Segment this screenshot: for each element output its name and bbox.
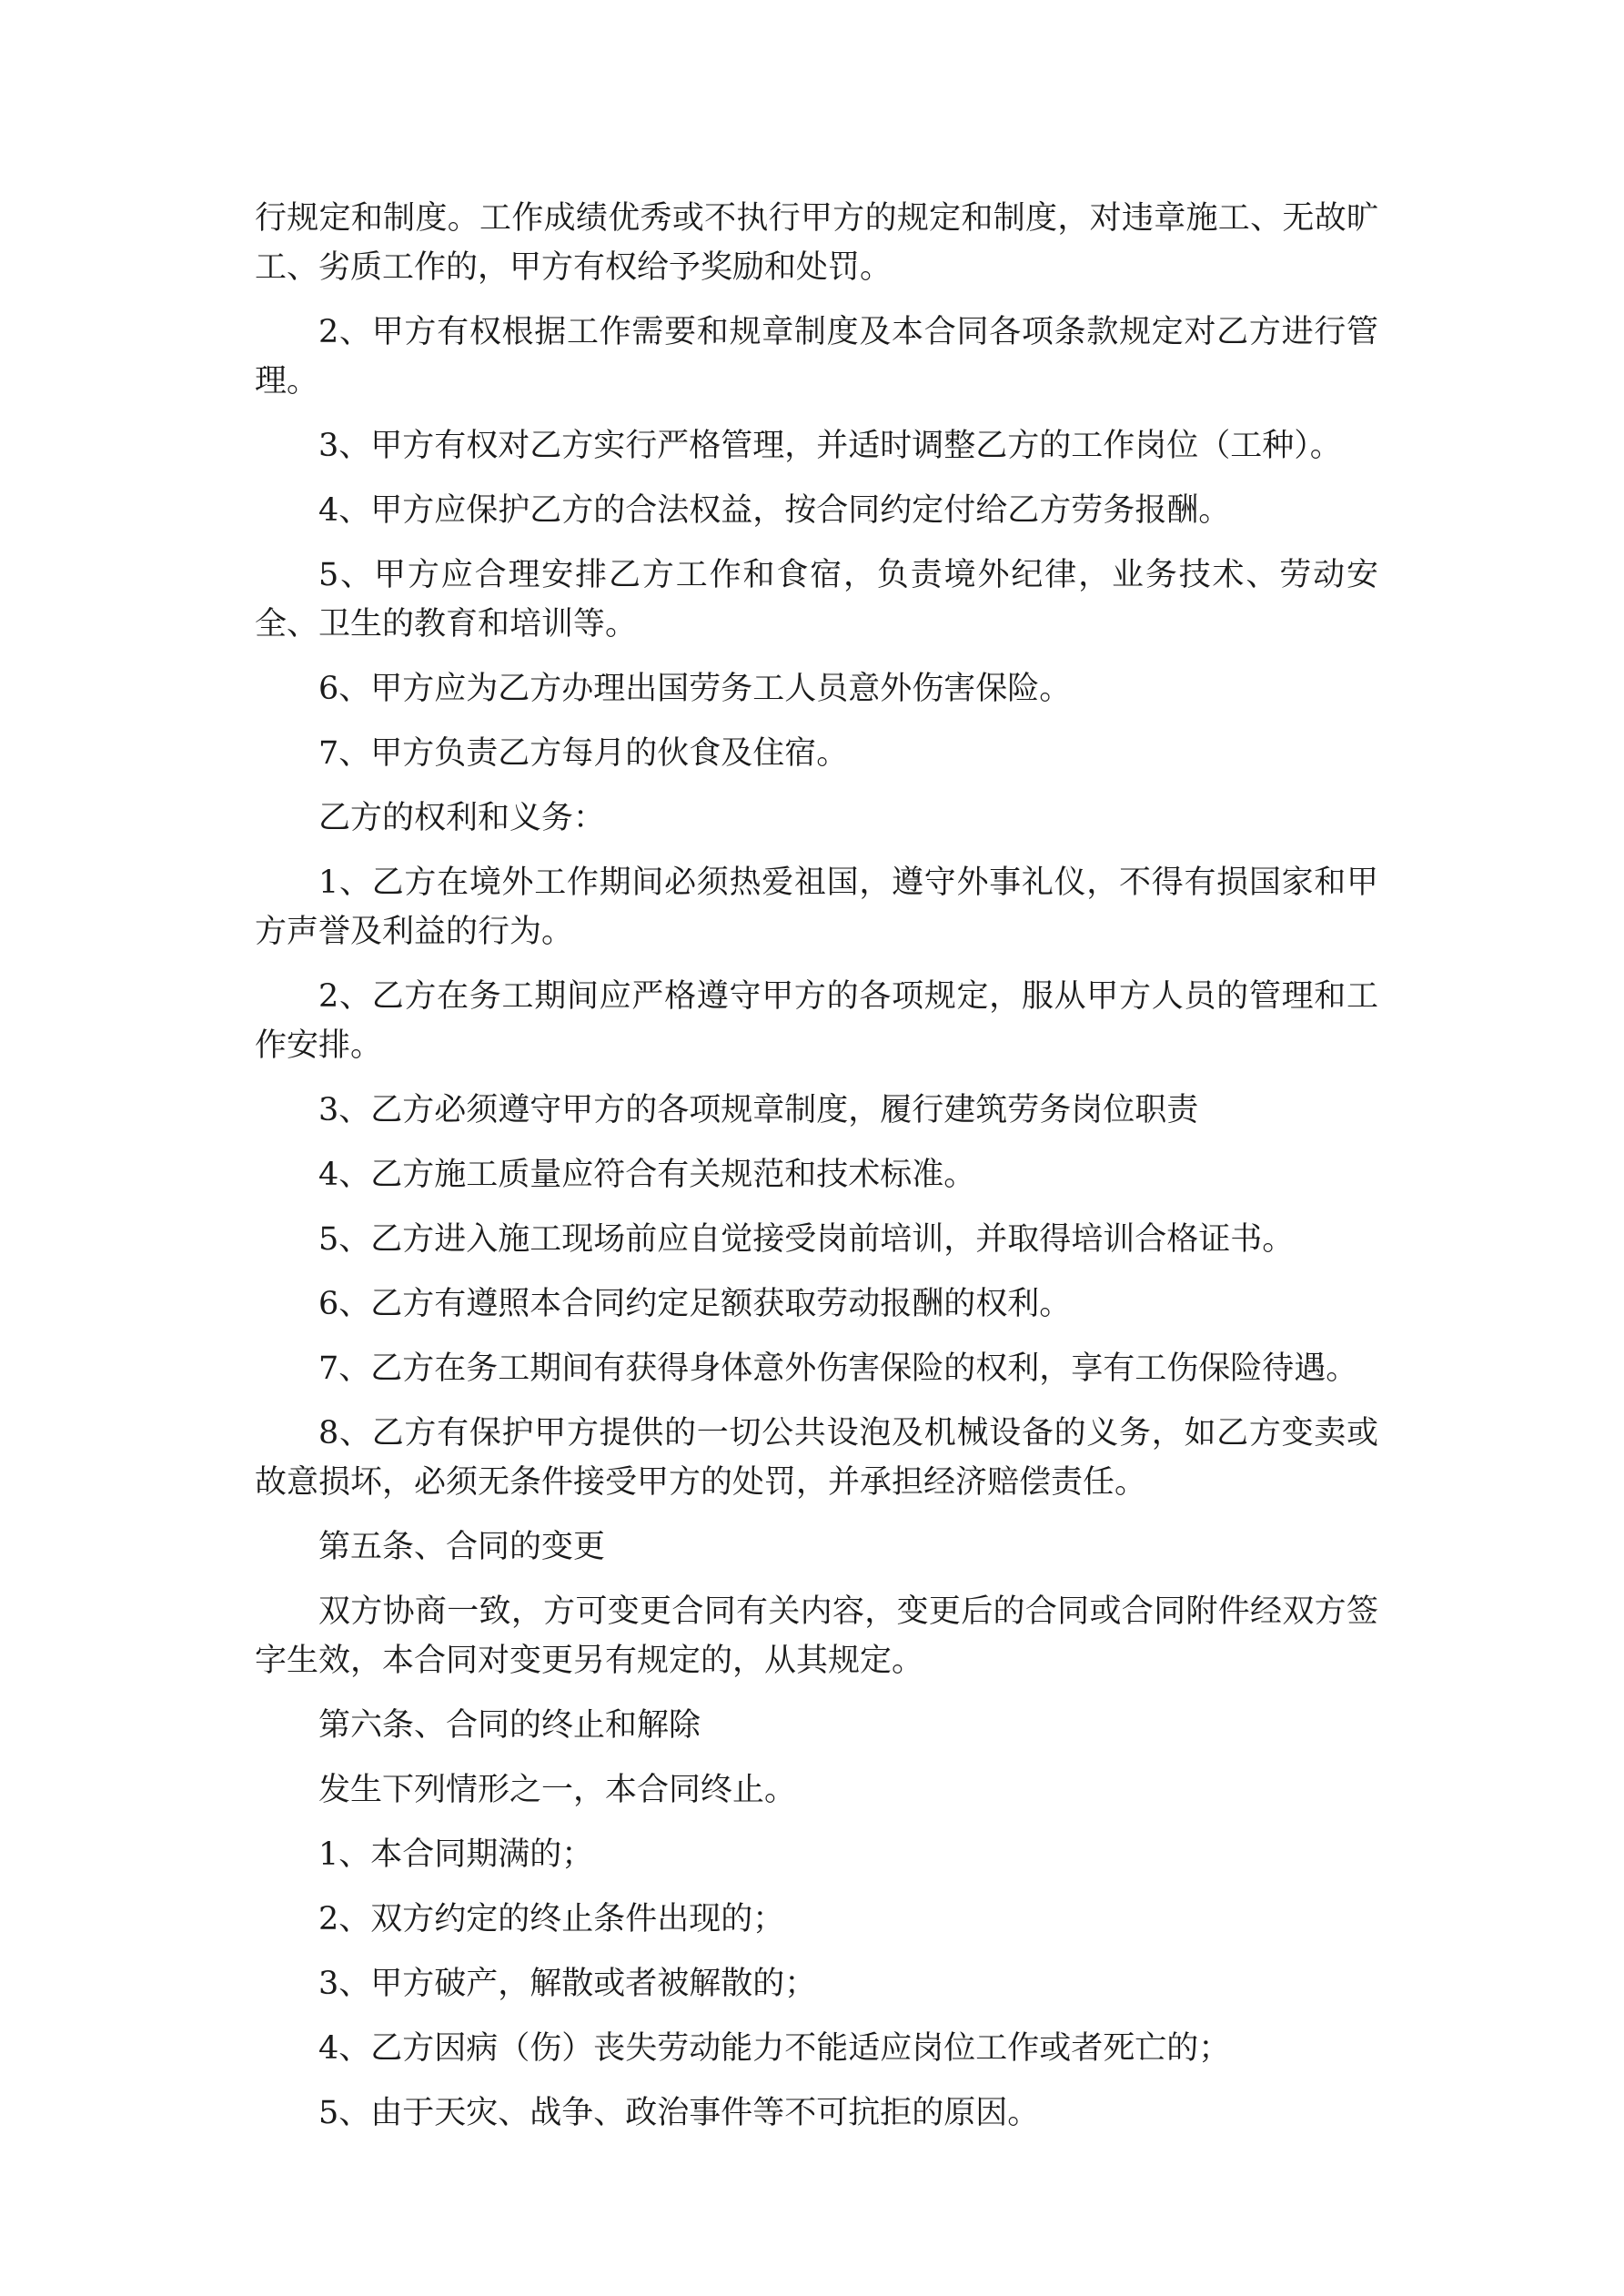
paragraph-party-b-item-8: 8、乙方有保护甲方提供的一切公共设泡及机械设备的义务，如乙方变卖或故意损坏，必须无条件接受甲方的处罚，并承担经济赔偿责任。 <box>255 1415 1378 1501</box>
paragraph-party-a-item-3: 3、甲方有权对乙方实行严格管理，并适时调整乙方的工作岗位（工种）。 <box>318 428 1342 464</box>
paragraph-termination-item-3: 3、甲方破产，解散或者被解散的； <box>318 1966 817 2002</box>
paragraph-party-b-item-5: 5、乙方进入施工现场前应自觉接受岗前培训，并取得培训合格证书。 <box>318 1221 1295 1258</box>
paragraph-party-a-item-4: 4、甲方应保护乙方的合法权益，按合同约定付给乙方劳务报酬。 <box>318 492 1231 529</box>
paragraph-termination-intro: 发生下列情形之一，本合同终止。 <box>318 1772 797 1808</box>
paragraph-party-b-item-3: 3、乙方必须遵守甲方的各项规章制度，履行建筑劳务岗位职责 <box>318 1092 1199 1128</box>
paragraph-termination-item-2: 2、双方约定的终止条件出现的； <box>318 1901 785 1937</box>
paragraph-party-a-item-6: 6、甲方应为乙方办理出国劳务工人员意外伤害保险。 <box>318 671 1072 707</box>
paragraph-termination-item-4: 4、乙方因病（伤）丧失劳动能力不能适应岗位工作或者死亡的； <box>318 2030 1231 2067</box>
paragraph-continuation: 行规定和制度。工作成绩优秀或不执行甲方的规定和制度，对违章施工、无故旷工、劣质工作的，甲方有权给予奖励和处罚。 <box>255 200 1378 286</box>
paragraph-party-b-item-7: 7、乙方在务工期间有获得身体意外伤害保险的权利，享有工伤保险待遇。 <box>318 1350 1358 1387</box>
paragraph-party-b-item-1: 1、乙方在境外工作期间必须热爱祖国，遵守外事礼仪，不得有损国家和甲方声誉及利益的行为。 <box>255 865 1378 950</box>
paragraph-termination-item-1: 1、本合同期满的； <box>318 1836 594 1873</box>
article-heading-6: 第六条、合同的终止和解除 <box>318 1707 701 1744</box>
paragraph-termination-item-5: 5、由于天灾、战争、政治事件等不可抗拒的原因。 <box>318 2095 1040 2131</box>
article-heading-5: 第五条、合同的变更 <box>318 1529 606 1565</box>
paragraph-party-a-item-2: 2、甲方有权根据工作需要和规章制度及本合同各项条款规定对乙方进行管理。 <box>255 314 1378 400</box>
paragraph-party-b-item-4: 4、乙方施工质量应符合有关规范和技术标准。 <box>318 1157 976 1193</box>
document-page <box>255 194 1378 2153</box>
paragraph-party-a-item-7: 7、甲方负责乙方每月的伙食及住宿。 <box>318 735 849 772</box>
paragraph-article-5-body: 双方协商一致，方可变更合同有关内容，变更后的合同或合同附件经双方签字生效，本合同对变更另有规定的，从其规定。 <box>255 1593 1378 1679</box>
paragraph-party-b-item-2: 2、乙方在务工期间应严格遵守甲方的各项规定，服从甲方人员的管理和工作安排。 <box>255 978 1378 1064</box>
section-heading-party-b: 乙方的权利和义务： <box>318 800 606 836</box>
paragraph-party-b-item-6: 6、乙方有遵照本合同约定足额获取劳动报酬的权利。 <box>318 1286 1072 1322</box>
paragraph-party-a-item-5: 5、甲方应合理安排乙方工作和食宿，负责境外纪律，业务技术、劳动安全、卫生的教育和培训等。 <box>255 557 1378 642</box>
